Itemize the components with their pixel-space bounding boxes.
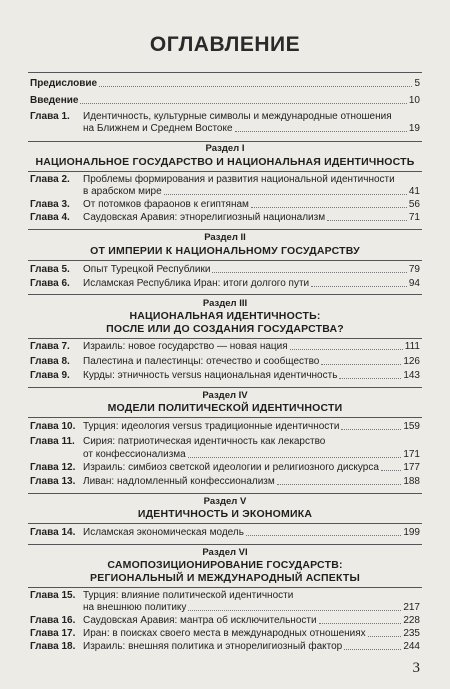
toc-entry-ch2-cont	[30, 186, 420, 198]
entry-page: 228	[403, 615, 420, 626]
section-title: МОДЕЛИ ПОЛИТИЧЕСКОЙ ИДЕНТИЧНОСТИ	[107, 402, 343, 414]
toc-entry-ch8	[30, 356, 420, 368]
entry-label: Введение	[30, 95, 79, 106]
section-label: Раздел II	[204, 232, 246, 243]
divider	[28, 544, 422, 545]
chapter-label: Глава 13.	[30, 476, 76, 487]
toc-entry-ch5	[30, 264, 420, 276]
divider	[28, 417, 422, 418]
section-label: Раздел I	[205, 143, 245, 154]
divider	[28, 387, 422, 388]
chapter-label: Глава 12.	[30, 462, 76, 473]
entry-page: 126	[403, 356, 420, 367]
chapter-title-cont: на внешнюю политику	[83, 602, 187, 613]
chapter-title: Исламская экономическая модель	[83, 527, 244, 538]
chapter-label: Глава 7.	[30, 341, 70, 352]
divider	[28, 587, 422, 588]
chapter-label: Глава 16.	[30, 615, 76, 626]
entry-page: 5	[414, 78, 420, 89]
chapter-title: Саудовская Аравия: мантра об исключительности	[83, 615, 317, 626]
toc-entry-ch11-cont	[30, 449, 420, 461]
toc-entry-ch4	[30, 212, 420, 224]
entry-page: 10	[408, 95, 420, 106]
toc-entry-preface	[30, 78, 420, 90]
divider	[28, 294, 422, 295]
section-title-line2: ПОСЛЕ ИЛИ ДО СОЗДАНИЯ ГОСУДАРСТВА?	[106, 323, 344, 335]
chapter-label: Глава 6.	[30, 278, 70, 289]
toc-entry-ch1	[30, 111, 420, 123]
chapter-title: Курды: этничность versus национальная идентичность	[83, 370, 338, 381]
chapter-label: Глава 18.	[30, 641, 76, 652]
chapter-title: Израиль: внешняя политика и этнорелигиозный фактор	[83, 641, 343, 652]
divider	[28, 338, 422, 339]
divider	[28, 229, 422, 230]
chapter-label: Глава 9.	[30, 370, 70, 381]
chapter-title: Проблемы формирования и развития национальной идентичности	[83, 174, 395, 185]
toc-entry-ch17	[30, 628, 420, 640]
chapter-title-cont: на Ближнем и Среднем Востоке	[83, 123, 233, 134]
chapter-title: Израиль: новое государство — новая нация	[83, 341, 288, 352]
chapter-title: Исламская Республика Иран: итоги долгого пути	[83, 278, 310, 289]
divider	[28, 141, 422, 142]
chapter-label: Глава 11.	[30, 436, 75, 447]
toc-entry-ch13	[30, 476, 420, 488]
toc-entry-ch14	[30, 527, 420, 539]
chapter-title: Ливан: надломленный конфессионализм	[83, 476, 275, 487]
toc-entry-ch6	[30, 278, 420, 290]
entry-page: 188	[403, 476, 420, 487]
toc-entry-ch2	[30, 174, 420, 186]
entry-page: 199	[403, 527, 420, 538]
chapter-title: Саудовская Аравия: этнорелигиозный национализм	[83, 212, 326, 223]
section-title-line1: НАЦИОНАЛЬНАЯ ИДЕНТИЧНОСТЬ:	[129, 310, 321, 322]
page-number: 3	[412, 660, 420, 676]
entry-page: 177	[403, 462, 420, 473]
chapter-label: Глава 15.	[30, 590, 76, 601]
toc-entry-ch15	[30, 590, 420, 602]
chapter-label: Глава 3.	[30, 199, 70, 210]
chapter-title: Опыт Турецкой Республики	[83, 264, 211, 275]
chapter-title: Палестина и палестинцы: отечество и сообщество	[83, 356, 320, 367]
toc-entry-ch9	[30, 370, 420, 382]
chapter-title: Турция: влияние политической идентичности	[83, 590, 294, 601]
section-title: ИДЕНТИЧНОСТЬ И ЭКОНОМИКА	[137, 508, 313, 520]
chapter-title: Израиль: симбиоз светской идеологии и религиозного дискурса	[83, 462, 379, 473]
toc-entry-ch16	[30, 615, 420, 627]
chapter-title-cont: от конфессионализма	[83, 449, 186, 460]
entry-label: Предисловие	[30, 78, 98, 89]
chapter-label: Глава 1.	[30, 111, 70, 122]
divider	[28, 493, 422, 494]
chapter-label: Глава 5.	[30, 264, 70, 275]
section-label: Раздел III	[202, 298, 248, 309]
section-label: Раздел V	[203, 496, 247, 507]
toc-entry-ch3	[30, 199, 420, 211]
chapter-title: От потомков фараонов к египтянам	[83, 199, 249, 210]
entry-page: 217	[403, 602, 420, 613]
section-label: Раздел VI	[202, 547, 248, 558]
divider	[28, 72, 422, 73]
entry-page: 244	[403, 641, 420, 652]
entry-page: 71	[408, 212, 420, 223]
chapter-title: Иран: в поисках своего места в международных отношениях	[83, 628, 366, 639]
toc-entry-ch12	[30, 462, 420, 474]
entry-page: 56	[408, 199, 420, 210]
entry-page: 19	[408, 123, 420, 134]
page-title: ОГЛАВЛЕНИЕ	[149, 33, 301, 56]
entry-page: 111	[404, 341, 420, 352]
toc-entry-ch1-cont	[30, 123, 420, 135]
divider	[28, 523, 422, 524]
divider	[28, 260, 422, 261]
chapter-label: Глава 14.	[30, 527, 76, 538]
chapter-label: Глава 10.	[30, 421, 76, 432]
section-title: ОТ ИМПЕРИИ К НАЦИОНАЛЬНОМУ ГОСУДАРСТВУ	[90, 245, 360, 257]
entry-page: 159	[403, 421, 420, 432]
toc-entry-ch10	[30, 421, 420, 433]
section-label: Раздел IV	[202, 390, 248, 401]
entry-page: 79	[408, 264, 420, 275]
chapter-title-cont: в арабском мире	[83, 186, 162, 197]
chapter-label: Глава 2.	[30, 174, 70, 185]
section-title-line2: РЕГИОНАЛЬНЫЙ И МЕЖДУНАРОДНЫЙ АСПЕКТЫ	[90, 572, 360, 584]
toc-entry-ch15-cont	[30, 602, 420, 614]
chapter-title: Турция: идеология versus традиционные идентичности	[83, 421, 340, 432]
divider	[28, 171, 422, 172]
toc-entry-ch7	[30, 341, 420, 353]
toc-entry-intro	[30, 95, 420, 107]
entry-page: 235	[403, 628, 420, 639]
chapter-label: Глава 8.	[30, 356, 70, 367]
chapter-title: Идентичность, культурные символы и международные отношения	[83, 111, 392, 122]
toc-entry-ch18	[30, 641, 420, 653]
chapter-title: Сирия: патриотическая идентичность как лекарство	[83, 436, 326, 447]
toc-entry-ch11	[30, 436, 420, 448]
entry-page: 94	[408, 278, 420, 289]
chapter-label: Глава 17.	[30, 628, 76, 639]
section-title: НАЦИОНАЛЬНОЕ ГОСУДАРСТВО И НАЦИОНАЛЬНАЯ ИДЕНТИЧНОСТЬ	[35, 156, 415, 168]
entry-page: 171	[403, 449, 420, 460]
entry-page: 143	[403, 370, 420, 381]
entry-page: 41	[408, 186, 420, 197]
chapter-label: Глава 4.	[30, 212, 70, 223]
section-title-line1: САМОПОЗИЦИОНИРОВАНИЕ ГОСУДАРСТВ:	[107, 559, 343, 571]
